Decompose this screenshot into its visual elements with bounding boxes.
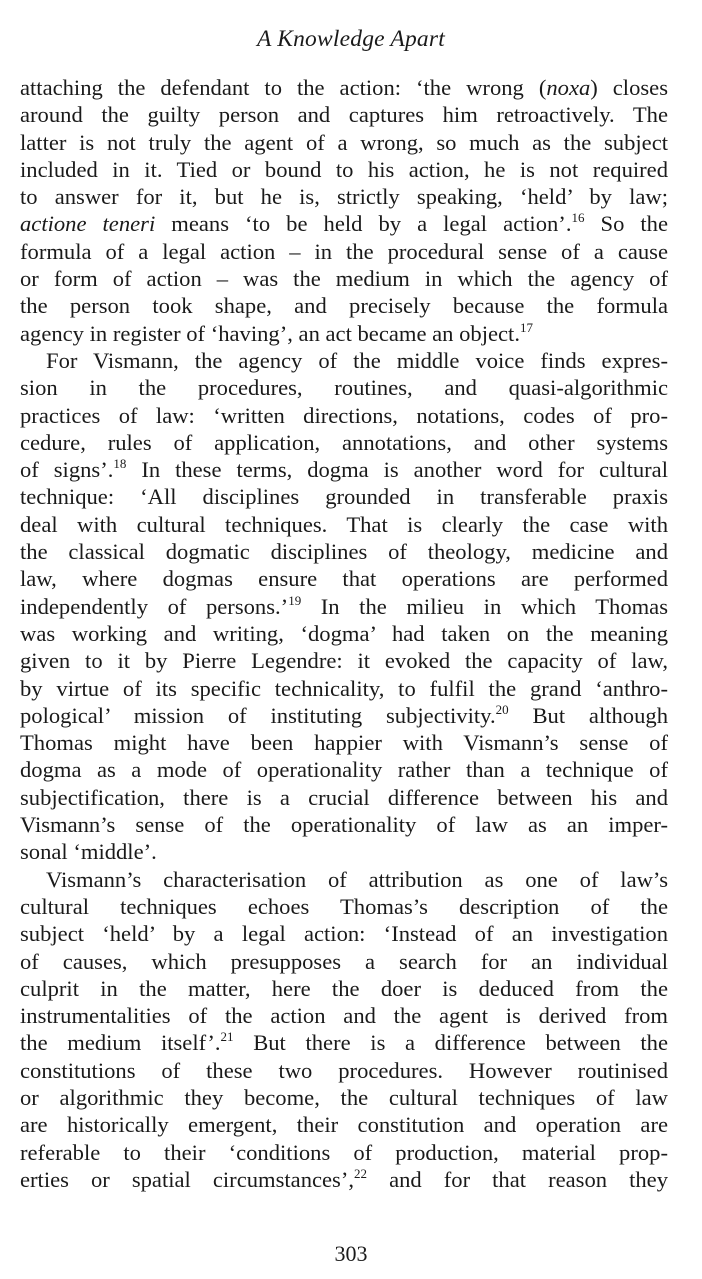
text-line: technique: ‘All disciplines grounded in transferable praxis xyxy=(20,484,668,510)
text-line: the classical dogmatic disciplines of theology, medicine and xyxy=(20,539,668,565)
footnote-ref: 18 xyxy=(113,456,127,472)
text-line: dogma as a mode of operationality rather than a technique of xyxy=(20,757,668,783)
paragraph-first-line: Vismann’s characterisation of attribution as one of law’s xyxy=(46,866,668,892)
footnote-ref: 20 xyxy=(495,701,509,717)
text-line: was working and writing, ‘dogma’ had taken on the meaning xyxy=(20,620,668,646)
text-line: agency in register of ‘having’, an act became an object.$^{17}$ xyxy=(20,319,533,346)
text-line: independently of persons.’$^{19}$ In the milieu in which Thomas xyxy=(20,592,669,619)
text-line: the person took shape, and precisely because the formula xyxy=(20,293,668,319)
text-line: around the guilty person and captures him retroactively. The xyxy=(20,102,668,128)
text-line: sonal ‘middle’. xyxy=(20,839,157,865)
text-line: formula of a legal action – in the procedural sense of a cause xyxy=(20,238,668,264)
text-line: constitutions of these two procedures. However routinised xyxy=(20,1057,668,1083)
paragraph-first-line: For Vismann, the agency of the middle voice finds expres- xyxy=(46,347,668,373)
text-line: given to it by Pierre Legendre: it evoked the capacity of law, xyxy=(20,648,668,674)
page-number: 303 xyxy=(334,1241,368,1266)
text-line: instrumentalities of the action and the agent is derived from xyxy=(20,1003,668,1029)
footnote-ref: 19 xyxy=(288,592,302,608)
running-head: A Knowledge Apart xyxy=(257,26,445,52)
text-line: latter is not truly the agent of a wrong, so much as the subject xyxy=(20,129,668,155)
text-line: by virtue of its specific technicality, to fulfil the grand ‘anthro- xyxy=(20,675,668,701)
text-line: referable to their ‘conditions of production, material prop- xyxy=(20,1139,668,1165)
text-line: practices of law: ‘written directions, notations, codes of pro- xyxy=(20,402,668,428)
text-line: law, where dogmas ensure that operations are performed xyxy=(20,566,668,592)
text-line: deal with cultural techniques. That is clearly the case with xyxy=(20,511,668,537)
text-line: subjectification, there is a crucial difference between his and xyxy=(20,784,668,810)
footnote-ref: 16 xyxy=(571,210,585,226)
text-line: subject ‘held’ by a legal action: ‘Instead of an investigation xyxy=(20,921,668,947)
text-line: cultural techniques echoes Thomas’s description of the xyxy=(20,893,668,919)
text-line: of signs’.$^{18}$ In these terms, dogma is another word for cultural xyxy=(20,456,668,483)
footnote-ref: 22 xyxy=(354,1165,368,1181)
text-line: included in it. Tied or bound to his action, he is not required xyxy=(20,156,668,182)
text-line: pological’ mission of instituting subjectivity.$^{20}$ But although xyxy=(20,701,668,728)
text-line: attaching the defendant to the action: ‘the wrong (noxa) closes xyxy=(20,75,668,100)
text-line: or form of action – was the medium in which the agency of xyxy=(20,266,668,292)
text-line: of causes, which presupposes a search for an individual xyxy=(20,948,668,974)
text-line: erties or spatial circumstances’,$^{22}$ and for that reason they xyxy=(20,1165,668,1192)
body-text xyxy=(20,74,668,1193)
text-line: sion in the procedures, routines, and quasi-algorithmic xyxy=(20,375,668,401)
text-line: or algorithmic they become, the cultural techniques of law xyxy=(20,1084,668,1110)
text-line: Vismann’s sense of the operationality of law as an imper- xyxy=(20,812,668,838)
text-line: to answer for it, but he is, strictly speaking, ‘held’ by law; xyxy=(20,184,668,210)
text-line: cedure, rules of application, annotations, and other systems xyxy=(20,429,668,455)
text-line: actione teneri means ‘to be held by a legal action’.$^{16}$ So the xyxy=(20,210,669,237)
text-line: culprit in the matter, here the doer is deduced from the xyxy=(20,975,668,1001)
text-line: are historically emergent, their constitution and operation are xyxy=(20,1112,668,1138)
text-line: the medium itself’.$^{21}$ But there is a difference between the xyxy=(20,1029,668,1056)
footnote-ref: 17 xyxy=(519,319,533,335)
footnote-ref: 21 xyxy=(220,1029,234,1045)
text-line: Thomas might have been happier with Vismann’s sense of xyxy=(20,730,668,756)
